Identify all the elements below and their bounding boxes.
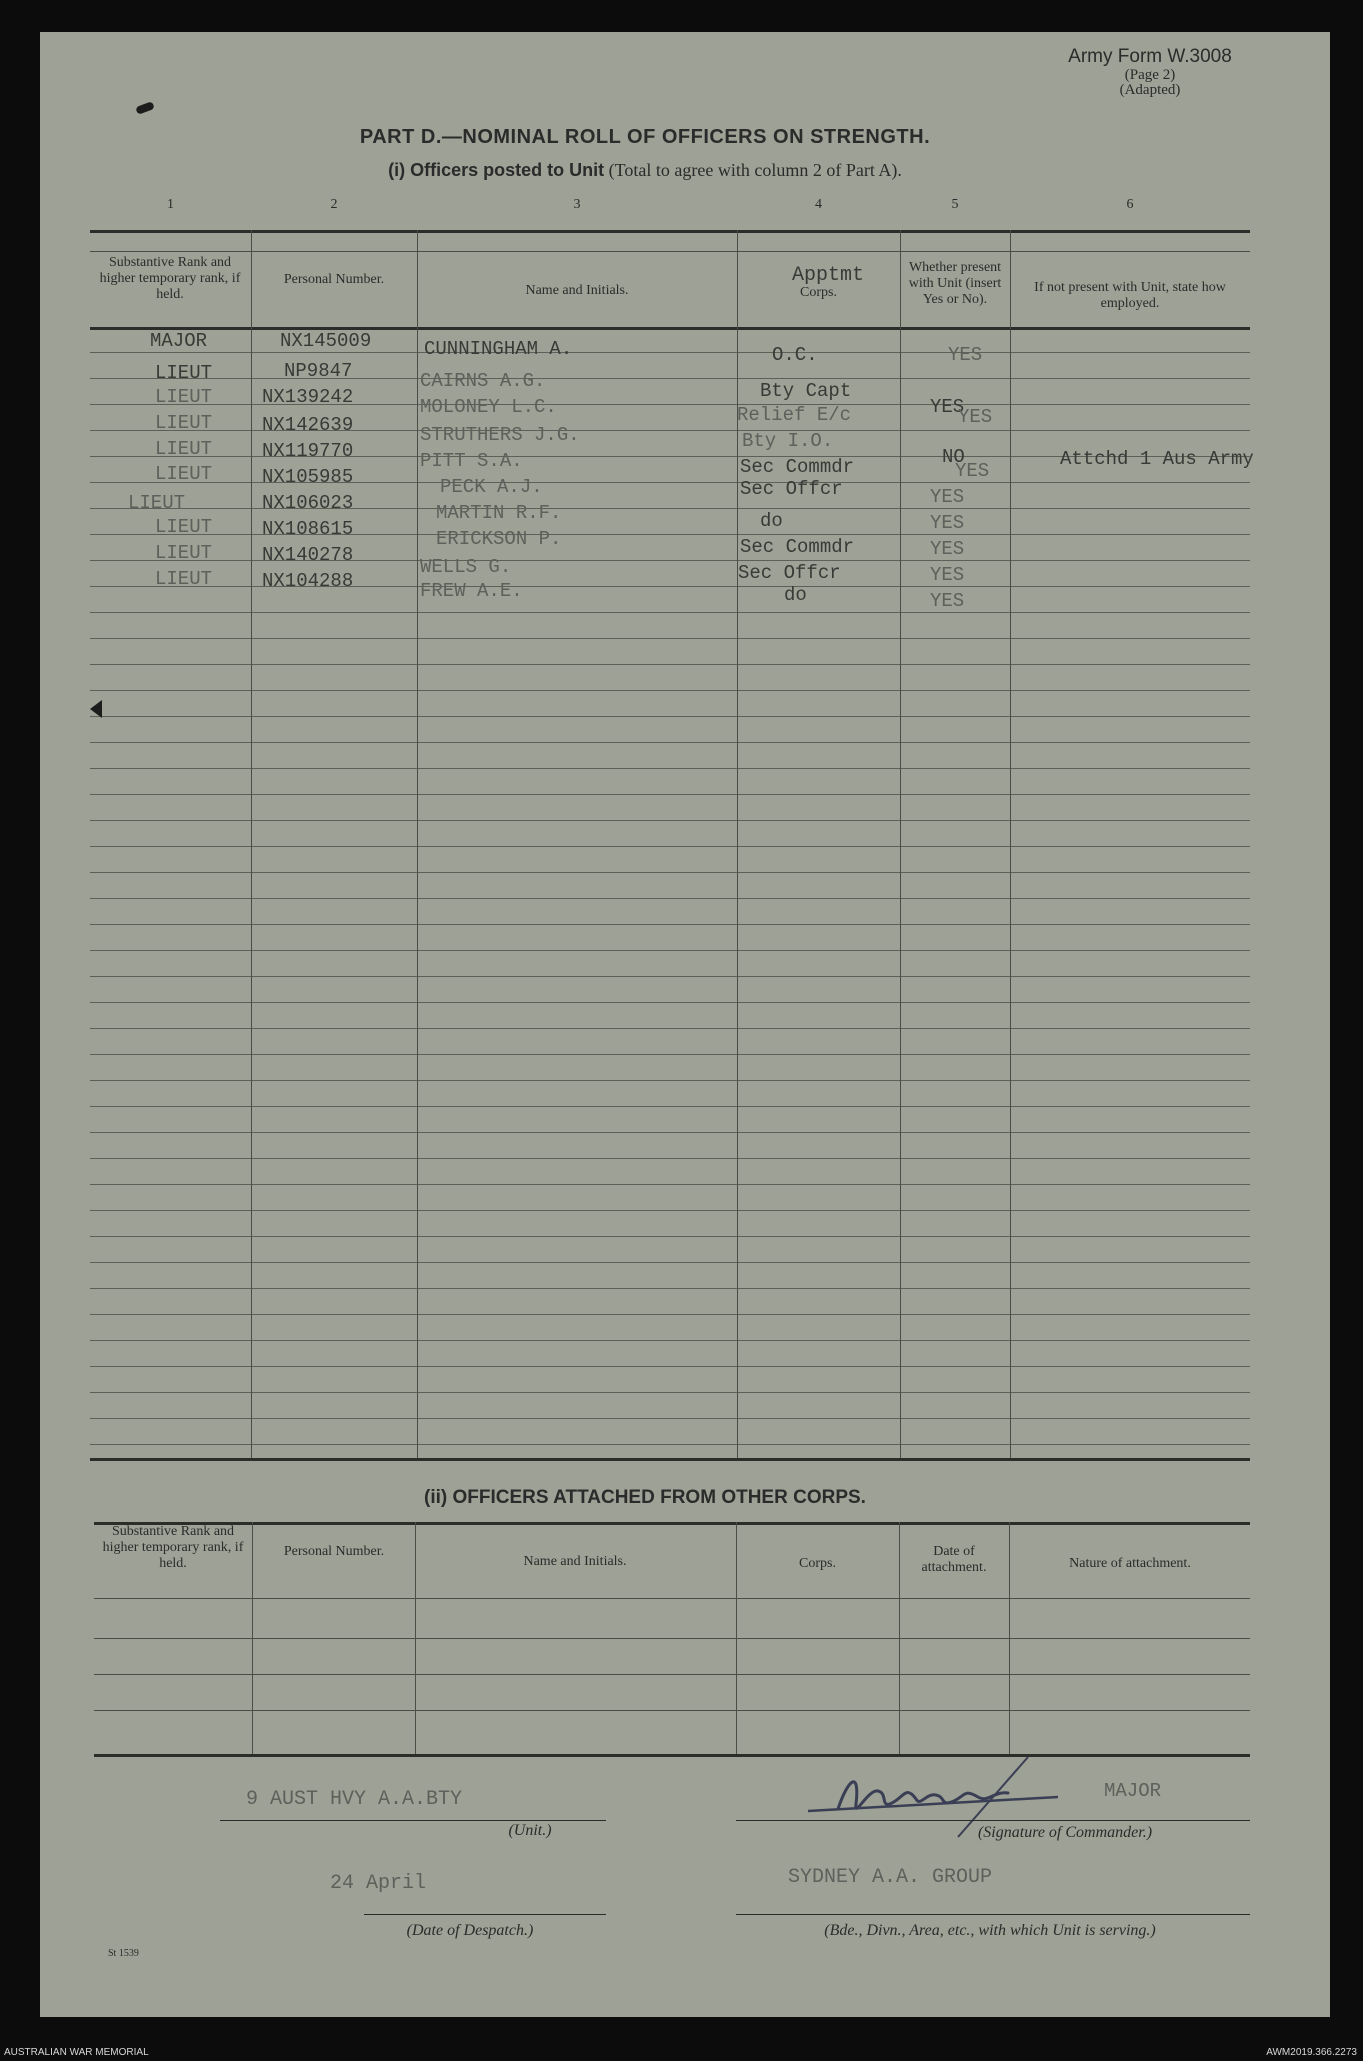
col-num-4: 4: [815, 197, 822, 212]
ruled-line: [90, 352, 1250, 353]
row-10-number: NX104288: [262, 570, 354, 592]
ruled-line: [90, 1184, 1250, 1185]
row-2-appt: Bty Capt: [760, 380, 852, 402]
part-d-title: PART D.—NOMINAL ROLL OF OFFICERS ON STRENGTH.: [359, 126, 931, 148]
row-3-present: YES: [958, 406, 993, 428]
row-2-present: YES: [930, 396, 965, 418]
col-divider-2: [417, 230, 418, 1458]
ruled-line: [90, 1392, 1250, 1393]
col-head-name: Name and Initials.: [525, 283, 629, 298]
row-5-rank: LIEUT: [155, 438, 213, 460]
attached-divider-1: [252, 1522, 253, 1754]
col-head-present: Whether present with Unit (insert Yes or No).: [908, 260, 1002, 307]
col-divider-1: [251, 230, 252, 1458]
ruled-line: [90, 1340, 1250, 1341]
att-head-number: Personal Number.: [283, 1544, 385, 1559]
ruled-line: [90, 1028, 1250, 1029]
row-9-name: WELLS G.: [420, 556, 512, 578]
row-8-present: YES: [930, 538, 965, 560]
form-title: Army Form W.3008: [1068, 46, 1232, 67]
row-1-name: CUNNINGHAM A.: [424, 338, 573, 360]
attached-top-rule: [94, 1522, 1250, 1525]
row-6-name: PECK A.J.: [440, 476, 543, 498]
row-10-present: YES: [930, 590, 965, 612]
row-6-rank: LIEUT: [155, 463, 213, 485]
ruled-line: [90, 1054, 1250, 1055]
row-7-present: YES: [930, 512, 965, 534]
row-4-appt: Bty I.O.: [742, 430, 834, 452]
ruled-line: [90, 950, 1250, 951]
col-num-6: 6: [1126, 197, 1134, 212]
form-adapted: (Adapted): [1119, 82, 1181, 98]
row-8-rank: LIEUT: [155, 516, 213, 538]
group-value: SYDNEY A.A. GROUP: [788, 1866, 993, 1889]
part-d-subtitle: [0, 160, 1290, 181]
part-ii-title: (ii) OFFICERS ATTACHED FROM OTHER CORPS.: [424, 1487, 866, 1508]
ruled-line: [90, 820, 1250, 821]
rank-value: MAJOR: [1104, 1780, 1162, 1802]
ruled-line: [90, 768, 1250, 769]
date-value: 24 April: [330, 1872, 427, 1895]
ruled-line: [90, 1158, 1250, 1159]
att-head-name: Name and Initials.: [523, 1554, 627, 1569]
col-head-number: Personal Number.: [283, 272, 385, 287]
archive-caption-right: AWM2019.366.2273: [1266, 2047, 1357, 2058]
row-4-name: STRUTHERS J.G.: [420, 424, 580, 446]
att-head-nature: Nature of attachment.: [1069, 1556, 1191, 1571]
col-head-apptmt-typed: Apptmt: [792, 264, 865, 287]
ruled-line: [90, 1080, 1250, 1081]
table-bottom-rule: [90, 1458, 1250, 1461]
ruled-line: [90, 872, 1250, 873]
ruled-line: [90, 612, 1250, 613]
row-7-number: NX106023: [262, 492, 354, 514]
date-caption: (Date of Despatch.): [406, 1922, 534, 1939]
ruled-line: [90, 1002, 1250, 1003]
ruled-line: [90, 1288, 1250, 1289]
col-num-2: 2: [330, 197, 338, 212]
row-10-appt: do: [784, 584, 807, 606]
row-10-name: FREW A.E.: [420, 580, 523, 602]
att-head-rank: Substantive Rank and higher temporary rank, if held.: [102, 1524, 244, 1571]
attached-header-rule: [94, 1598, 1250, 1599]
row-9-rank: LIEUT: [155, 542, 213, 564]
row-4-employed: Attchd 1 Aus Army: [1060, 448, 1254, 470]
col-head-employed: If not present with Unit, state how employed.: [1034, 280, 1226, 311]
row-9-appt: Sec Offcr: [738, 562, 841, 584]
col-head-corps: Corps.: [800, 285, 837, 300]
row-3-number: NX139242: [262, 386, 354, 408]
row-9-number: NX140278: [262, 544, 354, 566]
row-1-appt: O.C.: [772, 344, 818, 366]
row-7-appt: do: [760, 510, 783, 532]
ruled-line: [90, 794, 1250, 795]
ruled-line: [90, 1418, 1250, 1419]
row-10-rank: LIEUT: [155, 568, 213, 590]
col-num-3: 3: [573, 197, 581, 212]
row-8-number: NX108615: [262, 518, 354, 540]
ruled-line: [90, 378, 1250, 379]
attached-divider-4: [899, 1522, 900, 1754]
ruled-line: [90, 1366, 1250, 1367]
ruled-line: [90, 898, 1250, 899]
ruled-line: [90, 664, 1250, 665]
att-head-date: Date of attachment.: [921, 1544, 987, 1575]
form-code: St 1539: [108, 1948, 139, 1959]
attached-row-rule-1: [94, 1638, 1250, 1639]
row-2-rank: LIEUT: [155, 362, 213, 384]
row-4-number: NX142639: [262, 414, 354, 436]
subtitle-bold: (i) Officers posted to Unit: [388, 160, 605, 180]
col-divider-4: [900, 230, 901, 1458]
row-5-appt: Sec Commdr: [740, 456, 855, 478]
ruled-line: [90, 690, 1250, 691]
col-head-rank: Substantive Rank and higher temporary rank, if held.: [99, 255, 241, 302]
att-head-corps: Corps.: [799, 1556, 836, 1571]
ruled-line: [90, 924, 1250, 925]
ruled-line: [90, 846, 1250, 847]
row-3-appt: Relief E/c: [737, 404, 852, 426]
row-6-present: YES: [930, 486, 965, 508]
unit-caption: (Unit.): [508, 1822, 552, 1839]
row-1-present: YES: [948, 344, 983, 366]
row-3-rank: LIEUT: [155, 386, 213, 408]
row-8-appt: Sec Commdr: [740, 536, 855, 558]
group-caption: (Bde., Divn., Area, etc., with which Unit is serving.): [824, 1922, 1156, 1939]
row-1-number: NX145009: [280, 330, 372, 352]
ruled-line: [90, 742, 1250, 743]
ruled-line: [90, 638, 1250, 639]
row-7-name: MARTIN R.F.: [436, 502, 562, 524]
unit-line: [220, 1820, 606, 1821]
form-reference: [1020, 46, 1280, 98]
ruled-line: [90, 1236, 1250, 1237]
signature-caption: (Signature of Commander.): [977, 1824, 1153, 1841]
attached-row-rule-3: [94, 1710, 1250, 1711]
attached-divider-5: [1009, 1522, 1010, 1754]
subtitle-rest: (Total to agree with column 2 of Part A).: [608, 160, 902, 180]
row-5-present: YES: [955, 460, 990, 482]
col-num-5: 5: [951, 197, 959, 212]
ruled-line: [90, 1106, 1250, 1107]
row-6-appt: Sec Offcr: [740, 478, 843, 500]
form-page: (Page 2): [1124, 67, 1176, 83]
colnum-rule: [90, 251, 1250, 252]
unit-value: 9 AUST HVY A.A.BTY: [246, 1788, 463, 1811]
row-5-number: NX119770: [262, 440, 354, 462]
attached-divider-3: [736, 1522, 737, 1754]
date-line: [364, 1914, 606, 1915]
ruled-line: [90, 1314, 1250, 1315]
row-1-rank: MAJOR: [150, 330, 208, 352]
group-line: [736, 1914, 1250, 1915]
ruled-line: [90, 1444, 1250, 1445]
ruled-line: [90, 716, 1250, 717]
row-5-name: PITT S.A.: [420, 450, 523, 472]
row-2-name: CAIRNS A.G.: [420, 370, 546, 392]
attached-divider-2: [415, 1522, 416, 1754]
ruled-line: [90, 1132, 1250, 1133]
row-4-present: NO: [942, 446, 965, 468]
col-num-1: 1: [167, 197, 174, 212]
row-4-rank: LIEUT: [155, 412, 213, 434]
archive-caption-left: AUSTRALIAN WAR MEMORIAL: [4, 2047, 149, 2058]
table-top-rule: [90, 230, 1250, 233]
row-8-name: ERICKSON P.: [436, 528, 562, 550]
attached-row-rule-2: [94, 1674, 1250, 1675]
row-9-present: YES: [930, 564, 965, 586]
row-2-number: NP9847: [284, 360, 353, 382]
ruled-line: [90, 976, 1250, 977]
ruled-line: [90, 1210, 1250, 1211]
signature-line: [736, 1820, 1250, 1821]
header-bottom-rule: [90, 327, 1250, 330]
row-6-number: NX105985: [262, 466, 354, 488]
col-divider-5: [1010, 230, 1011, 1458]
row-3-name: MOLONEY L.C.: [420, 396, 557, 418]
ruled-line: [90, 1262, 1250, 1263]
punch-mark: [90, 700, 102, 718]
row-7-rank: LIEUT: [128, 492, 186, 514]
